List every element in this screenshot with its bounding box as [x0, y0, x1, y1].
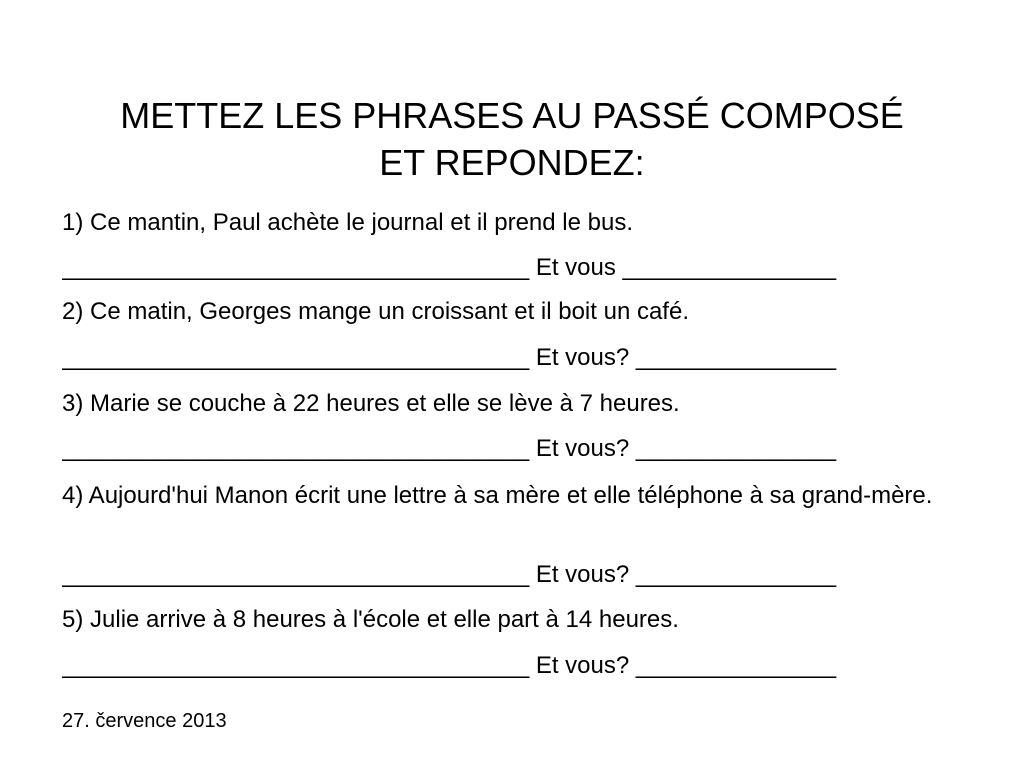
- question-2: 2) Ce matin, Georges mange un croissant et il boit un café.: [62, 298, 689, 325]
- page-title: [40, 92, 984, 186]
- answer-line-5: ___________________________________ Et vous? _______________: [62, 652, 837, 679]
- answer-line-3: ___________________________________ Et vous? _______________: [62, 435, 837, 462]
- question-4: 4) Aujourd'hui Manon écrit une lettre à sa mère et elle téléphone à sa grand-mère.: [62, 482, 933, 509]
- footer-date: 27. července 2013: [62, 710, 227, 732]
- question-1: 1) Ce mantin, Paul achète le journal et il prend le bus.: [62, 209, 633, 236]
- answer-line-4: ___________________________________ Et vous? _______________: [62, 561, 837, 588]
- title-line-2: ET REPONDEZ:: [379, 142, 645, 184]
- answer-line-1: ___________________________________ Et vous ________________: [62, 254, 837, 281]
- question-3: 3) Marie se couche à 22 heures et elle se lève à 7 heures.: [62, 390, 680, 417]
- title-line-1: METTEZ LES PHRASES AU PASSÉ COMPOSÉ: [120, 95, 904, 137]
- question-5: 5) Julie arrive à 8 heures à l'école et elle part à 14 heures.: [62, 606, 679, 633]
- answer-line-2: ___________________________________ Et vous? _______________: [62, 344, 837, 371]
